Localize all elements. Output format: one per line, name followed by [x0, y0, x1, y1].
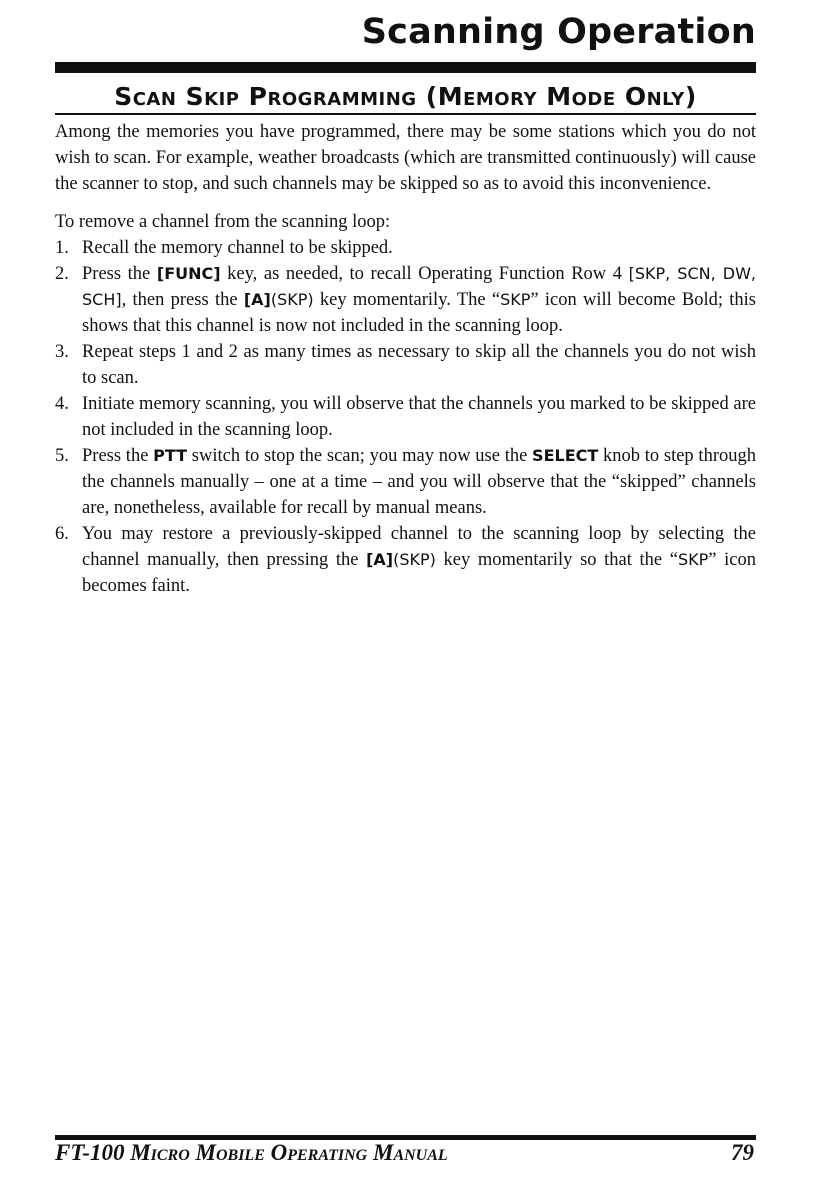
list-item — [55, 391, 756, 443]
skp-icon-label: SKP — [678, 550, 709, 569]
steps-list — [55, 235, 756, 599]
step-text: ” icon will become Bold; this shows that this channel is now not included in the scanning loop. — [82, 290, 756, 336]
step-text: Press the — [82, 446, 154, 466]
list-item — [55, 443, 756, 521]
footer-manual-title: FT-100 Micro Mobile Operating Manual — [55, 1140, 448, 1165]
lead-in-text: To remove a channel from the scanning loop: — [55, 212, 391, 232]
step-text: You may restore a previously-skipped channel to the scanning loop by selecting the channel manually, then pressing the — [82, 524, 756, 570]
section-heading: Scan Skip Programming (Memory Mode Only) — [114, 82, 697, 111]
step-number: 2. — [55, 264, 69, 284]
step-number: 5. — [55, 446, 69, 466]
step-text: Recall the memory channel to be skipped. — [82, 238, 393, 258]
step-number: 3. — [55, 342, 69, 362]
step-text: Press the — [82, 264, 157, 284]
title-rule — [55, 62, 756, 73]
skp-icon-label: SKP — [500, 290, 531, 309]
step-text: switch to stop the scan; you may now use the — [187, 446, 533, 466]
step-text: knob to step through the channels manually – one at a time – and you will observe that the “skipped” channels are, nonetheless, available for recall by manual means. — [82, 446, 756, 518]
list-item — [55, 521, 756, 599]
heading-rule — [55, 113, 756, 115]
page-number: 79 — [731, 1140, 754, 1165]
ptt-switch: PTT — [153, 446, 188, 465]
a-key-label: (SKP) — [270, 290, 314, 309]
step-number: 6. — [55, 524, 69, 544]
step-text: key momentarily so that the “ — [435, 550, 678, 570]
step-text: ” icon becomes faint. — [82, 550, 756, 596]
step-text: Repeat steps 1 and 2 as many times as necessary to skip all the channels you do not wish to scan. — [82, 342, 756, 388]
step-number: 4. — [55, 394, 69, 414]
a-key: [A] — [243, 290, 271, 309]
list-item — [55, 235, 756, 261]
step-text: key, as needed, to recall Operating Function Row 4 — [220, 264, 629, 284]
intro-paragraph: Among the memories you have programmed, there may be some stations which you do not wish to scan. For example, weather broadcasts (which are transmitted continuously) will cause the scanner to stop, and such channels may be skipped so as to avoid this inconvenience. — [55, 122, 756, 194]
step-text: , then press the — [121, 290, 244, 310]
page-title: Scanning Operation — [361, 12, 756, 52]
step-text: key momentarily. The “ — [313, 290, 501, 310]
list-item — [55, 261, 756, 339]
select-knob: SELECT — [532, 446, 599, 465]
list-item — [55, 339, 756, 391]
body-text — [55, 119, 756, 599]
func-key: [FUNC] — [156, 264, 221, 283]
function-row-label: [SKP, SCN, DW, SCH] — [82, 264, 756, 309]
a-key: [A] — [366, 550, 394, 569]
step-number: 1. — [55, 238, 69, 258]
step-text: Initiate memory scanning, you will observe that the channels you marked to be skipped are not included in the scanning loop. — [82, 394, 756, 440]
a-key-label: (SKP) — [393, 550, 436, 569]
